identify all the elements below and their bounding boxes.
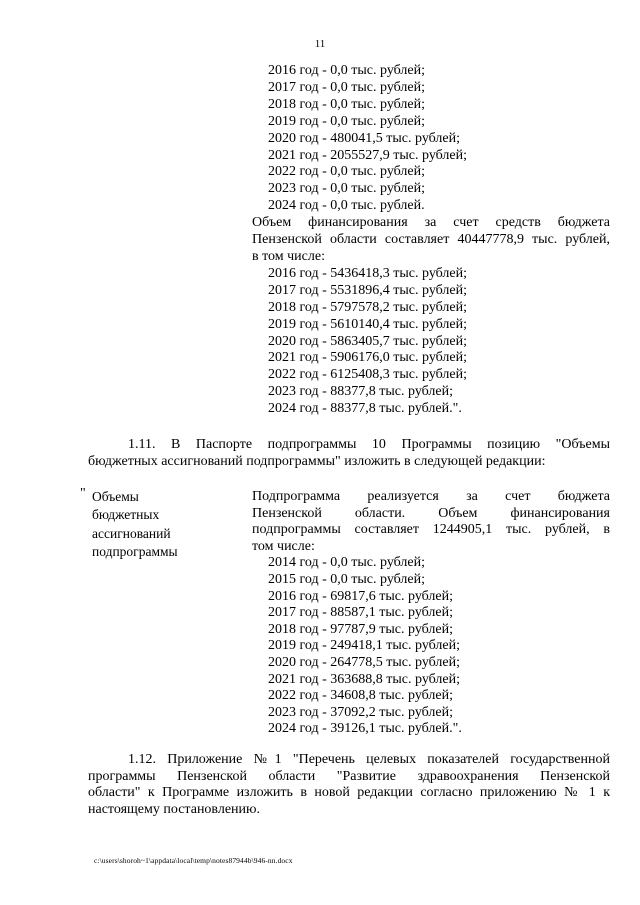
funding-line: 2024 год - 88377,8 тыс. рублей.". (268, 401, 462, 417)
funding-line: 2020 год - 5863405,7 тыс. рублей; (268, 333, 468, 349)
paragraph-line: бюджетных ассигнований подпрограммы" изложить в следующей редакции: (88, 453, 546, 469)
label-line: Объемы (92, 489, 139, 504)
federal-funding-list (252, 63, 610, 418)
paragraph-line: 1.11. В Паспорте подпрограммы 10 Программы позицию "Объемы (128, 437, 610, 452)
opening-quote: " (80, 486, 86, 501)
funding-line: 2022 год - 6125408,3 тыс. рублей; (268, 367, 468, 383)
funding-line: 2017 год - 88587,1 тыс. рублей; (268, 605, 454, 621)
funding-line: 2020 год - 264778,5 тыс. рублей; (268, 654, 461, 670)
paragraph-line: 1.12. Приложение №1 "Перечень целевых показателей государственной (128, 752, 610, 767)
value-line: том числе: (252, 538, 315, 554)
funding-line: 2022 год - 0,0 тыс. рублей; (268, 164, 426, 180)
page-number: 11 (314, 38, 326, 50)
section-1-12 (88, 752, 610, 818)
funding-line: 2021 год - 5906176,0 тыс. рублей; (268, 350, 468, 366)
label-line: бюджетных (92, 507, 160, 523)
label-line: подпрограммы (92, 543, 178, 559)
paragraph-line: настоящему постановлению. (88, 801, 260, 817)
funding-line: 2022 год - 34608,8 тыс. рублей; (268, 688, 454, 704)
value-line: Пензенской области. Объем финансирования (252, 505, 610, 521)
funding-line: 2023 год - 37092,2 тыс. рублей; (268, 704, 454, 720)
funding-line: 2016 год - 5436418,3 тыс. рублей; (268, 265, 468, 281)
funding-line: 2016 год - 0,0 тыс. рублей; (268, 63, 426, 78)
value-line: подпрограммы составляет 1244905,1 тыс. рублей, в (252, 522, 610, 538)
regional-intro-line: Объем финансирования за счет средств бюджета (252, 215, 610, 231)
funding-line: 2023 год - 0,0 тыс. рублей; (268, 181, 426, 197)
funding-line: 2019 год - 0,0 тыс. рублей; (268, 113, 426, 129)
funding-line: 2018 год - 5797578,2 тыс. рублей; (268, 299, 468, 315)
funding-line: 2024 год - 0,0 тыс. рублей. (268, 198, 425, 214)
funding-line: 2017 год - 0,0 тыс. рублей; (268, 79, 426, 95)
paragraph-line: программы Пензенской области "Развитие здравоохранения Пензенской (88, 768, 610, 784)
section-1-11 (88, 437, 610, 470)
funding-line: 2023 год - 88377,8 тыс. рублей; (268, 384, 454, 400)
funding-line: 2020 год - 480041,5 тыс. рублей; (268, 130, 461, 146)
regional-intro-line: в том числе: (252, 248, 325, 264)
table-value (252, 489, 610, 738)
funding-line: 2019 год - 249418,1 тыс. рублей; (268, 638, 461, 654)
funding-line: 2018 год - 97787,9 тыс. рублей; (268, 621, 454, 637)
funding-line: 2018 год - 0,0 тыс. рублей; (268, 96, 426, 112)
value-line: Подпрограмма реализуется за счет бюджета (252, 489, 610, 504)
table-label (92, 488, 242, 561)
paragraph-line: области" к Программе изложить в новой редакции согласно приложению № 1 к (88, 785, 610, 801)
funding-line: 2021 год - 2055527,9 тыс. рублей; (268, 147, 468, 163)
funding-line: 2024 год - 39126,1 тыс. рублей.". (268, 721, 462, 737)
funding-line: 2021 год - 363688,8 тыс. рублей; (268, 671, 461, 687)
funding-line: 2019 год - 5610140,4 тыс. рублей; (268, 316, 468, 332)
funding-line: 2017 год - 5531896,4 тыс. рублей; (268, 282, 468, 298)
regional-intro-line: Пензенской области составляет 40447778,9 тыс. рублей, (252, 232, 610, 248)
funding-line: 2014 год - 0,0 тыс. рублей; (268, 555, 426, 571)
funding-line: 2015 год - 0,0 тыс. рублей; (268, 571, 426, 587)
funding-line: 2016 год - 69817,6 тыс. рублей; (268, 588, 454, 604)
label-line: ассигнований (92, 525, 171, 541)
footer-file-path: c:\users\shoroh~1\appdata\local\temp\notes87944b\946-nn.docx (94, 856, 293, 865)
